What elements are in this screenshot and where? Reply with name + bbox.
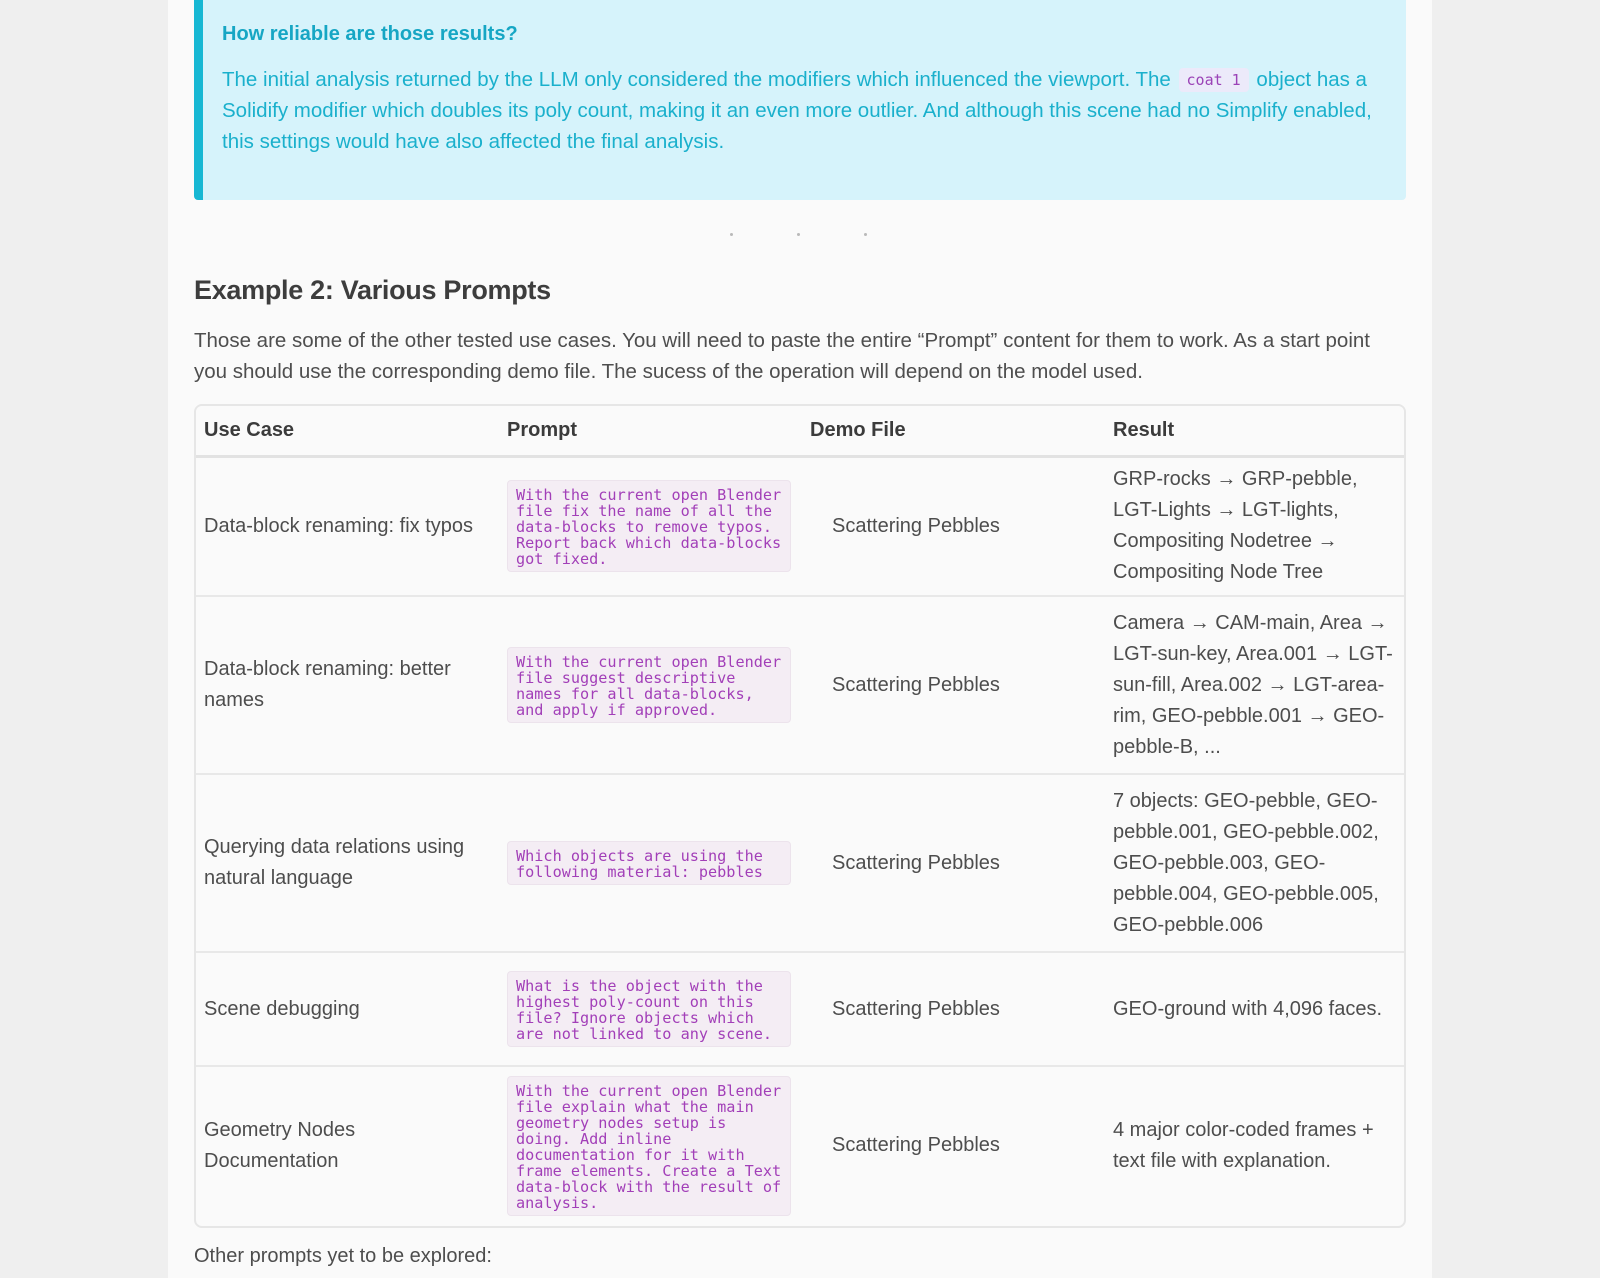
demo-file-cell: Scattering Pebbles [802, 952, 1105, 1066]
prompt-cell [499, 596, 802, 774]
prompt-cell [499, 456, 802, 596]
table-row [196, 774, 1406, 952]
prompt-code: What is the object with the highest poly-count on this file? Ignore objects which are not linked to any scene. [507, 971, 791, 1047]
separator-dot [730, 233, 733, 236]
callout-body [222, 64, 1376, 157]
prompt-code: Which objects are using the following material: pebbles [507, 841, 791, 885]
use-case-cell: Geometry Nodes Documentation [196, 1066, 499, 1224]
table-header-row [196, 406, 1406, 456]
use-cases-table [194, 404, 1406, 1228]
result-cell: GRP-rocks → GRP-pebble, LGT-Lights → LGT-lights, Compositing Nodetree → Compositing Node Tree [1113, 468, 1358, 584]
prompt-cell [499, 1066, 802, 1224]
result-cell: 4 major color-coded frames + text file with explanation. [1105, 1066, 1406, 1224]
demo-file-cell: Scattering Pebbles [802, 774, 1105, 952]
callout-text-before: The initial analysis returned by the LLM only considered the modifiers which influenced the viewport. The [222, 68, 1177, 91]
separator-dot [864, 233, 867, 236]
demo-file-cell: Scattering Pebbles [832, 514, 1000, 537]
result-cell: GEO-ground with 4,096 faces. [1105, 952, 1406, 1066]
demo-file-cell: Scattering Pebbles [802, 1066, 1105, 1224]
table-row [196, 952, 1406, 1066]
prompt-code: With the current open Blender file fix the name of all the data-blocks to remove typos. Report back which data-blocks got fixed. [507, 480, 791, 572]
column-header-prompt: Prompt [499, 406, 802, 456]
table-row [196, 1066, 1406, 1224]
other-prompts-text: Other prompts yet to be explored: [194, 1245, 492, 1267]
demo-file-cell: Scattering Pebbles [802, 596, 1105, 774]
prompt-code: With the current open Blender file explain what the main geometry nodes setup is doing. Add inline documentation for it with frame elements. Create a Text data-block with the result of analysis. [507, 1076, 791, 1216]
result-cell: Camera → CAM-main, Area → LGT-sun-key, Area.001 → LGT-sun-fill, Area.002 → LGT-area-rim, GEO-pebble.001 → GEO-pebble-B, ... [1105, 596, 1406, 774]
separator-dot [797, 233, 800, 236]
result-cell: 7 objects: GEO-pebble, GEO-pebble.001, GEO-pebble.002, GEO-pebble.003, GEO-pebble.004, GEO-pebble.005, GEO-pebble.006 [1105, 774, 1406, 952]
section-separator [194, 230, 1406, 238]
use-case-cell: Data-block renaming: better names [196, 596, 499, 774]
prompt-cell [499, 952, 802, 1066]
page [168, 0, 1432, 1278]
column-header-use-case: Use Case [196, 406, 499, 456]
use-case-cell: Data-block renaming: fix typos [204, 514, 474, 537]
column-header-result: Result [1105, 406, 1406, 456]
callout-text-after: object has a Solidify modifier which doubles its poly count, making it an even more outlier. And although this scene had no Simplify enabled, this settings would have also affected the final analysis. [222, 68, 1372, 153]
use-case-cell: Scene debugging [196, 952, 499, 1066]
section-heading: Example 2: Various Prompts [194, 275, 551, 305]
callout-title: How reliable are those results? [222, 23, 518, 45]
table-row [196, 456, 1406, 596]
use-case-cell: Querying data relations using natural language [196, 774, 499, 952]
column-header-demo-file: Demo File [802, 406, 1105, 456]
table-row [196, 596, 1406, 774]
inline-code: coat 1 [1179, 68, 1249, 92]
info-callout [194, 0, 1406, 200]
section-intro: Those are some of the other tested use cases. You will need to paste the entire “Prompt” content for them to work. As a start point you should use the corresponding demo file. The sucess of the operation will depend on the model used. [194, 329, 1370, 383]
prompt-code: With the current open Blender file suggest descriptive names for all data-blocks, and apply if approved. [507, 647, 791, 723]
prompt-cell [499, 774, 802, 952]
